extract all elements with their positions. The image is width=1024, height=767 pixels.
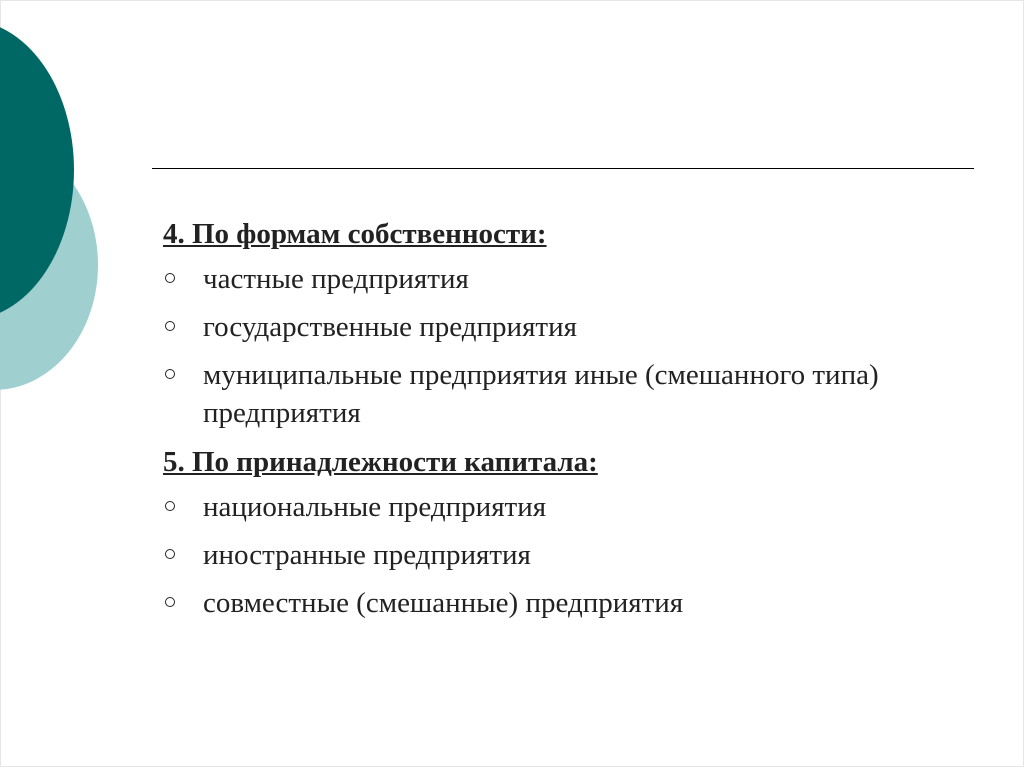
list-item-text: муниципальные предприятия иные (смешанного типа) предприятия — [203, 359, 879, 429]
hollow-circle-bullet-icon — [165, 321, 175, 331]
list-item-text: частные предприятия — [203, 263, 469, 295]
list-item — [163, 356, 923, 432]
list-item — [163, 536, 963, 574]
list-item — [163, 260, 963, 298]
list-item-text: иностранные предприятия — [203, 539, 531, 571]
hollow-circle-bullet-icon — [165, 273, 175, 283]
slide-content — [163, 214, 963, 632]
list-item-text: государственные предприятия — [203, 311, 577, 343]
hollow-circle-bullet-icon — [165, 597, 175, 607]
section-4-list — [163, 260, 963, 432]
list-item — [163, 584, 963, 622]
title-divider — [152, 168, 974, 169]
section-5-heading: 5. По принадлежности капитала: — [163, 446, 598, 478]
list-item — [163, 488, 963, 526]
hollow-circle-bullet-icon — [165, 369, 175, 379]
list-item — [163, 308, 963, 346]
section-5-list — [163, 488, 963, 622]
list-item-text: национальные предприятия — [203, 491, 547, 523]
list-item-text: совместные (смешанные) предприятия — [203, 587, 684, 619]
hollow-circle-bullet-icon — [165, 501, 175, 511]
section-4-heading: 4. По формам собственности: — [163, 218, 547, 250]
hollow-circle-bullet-icon — [165, 549, 175, 559]
